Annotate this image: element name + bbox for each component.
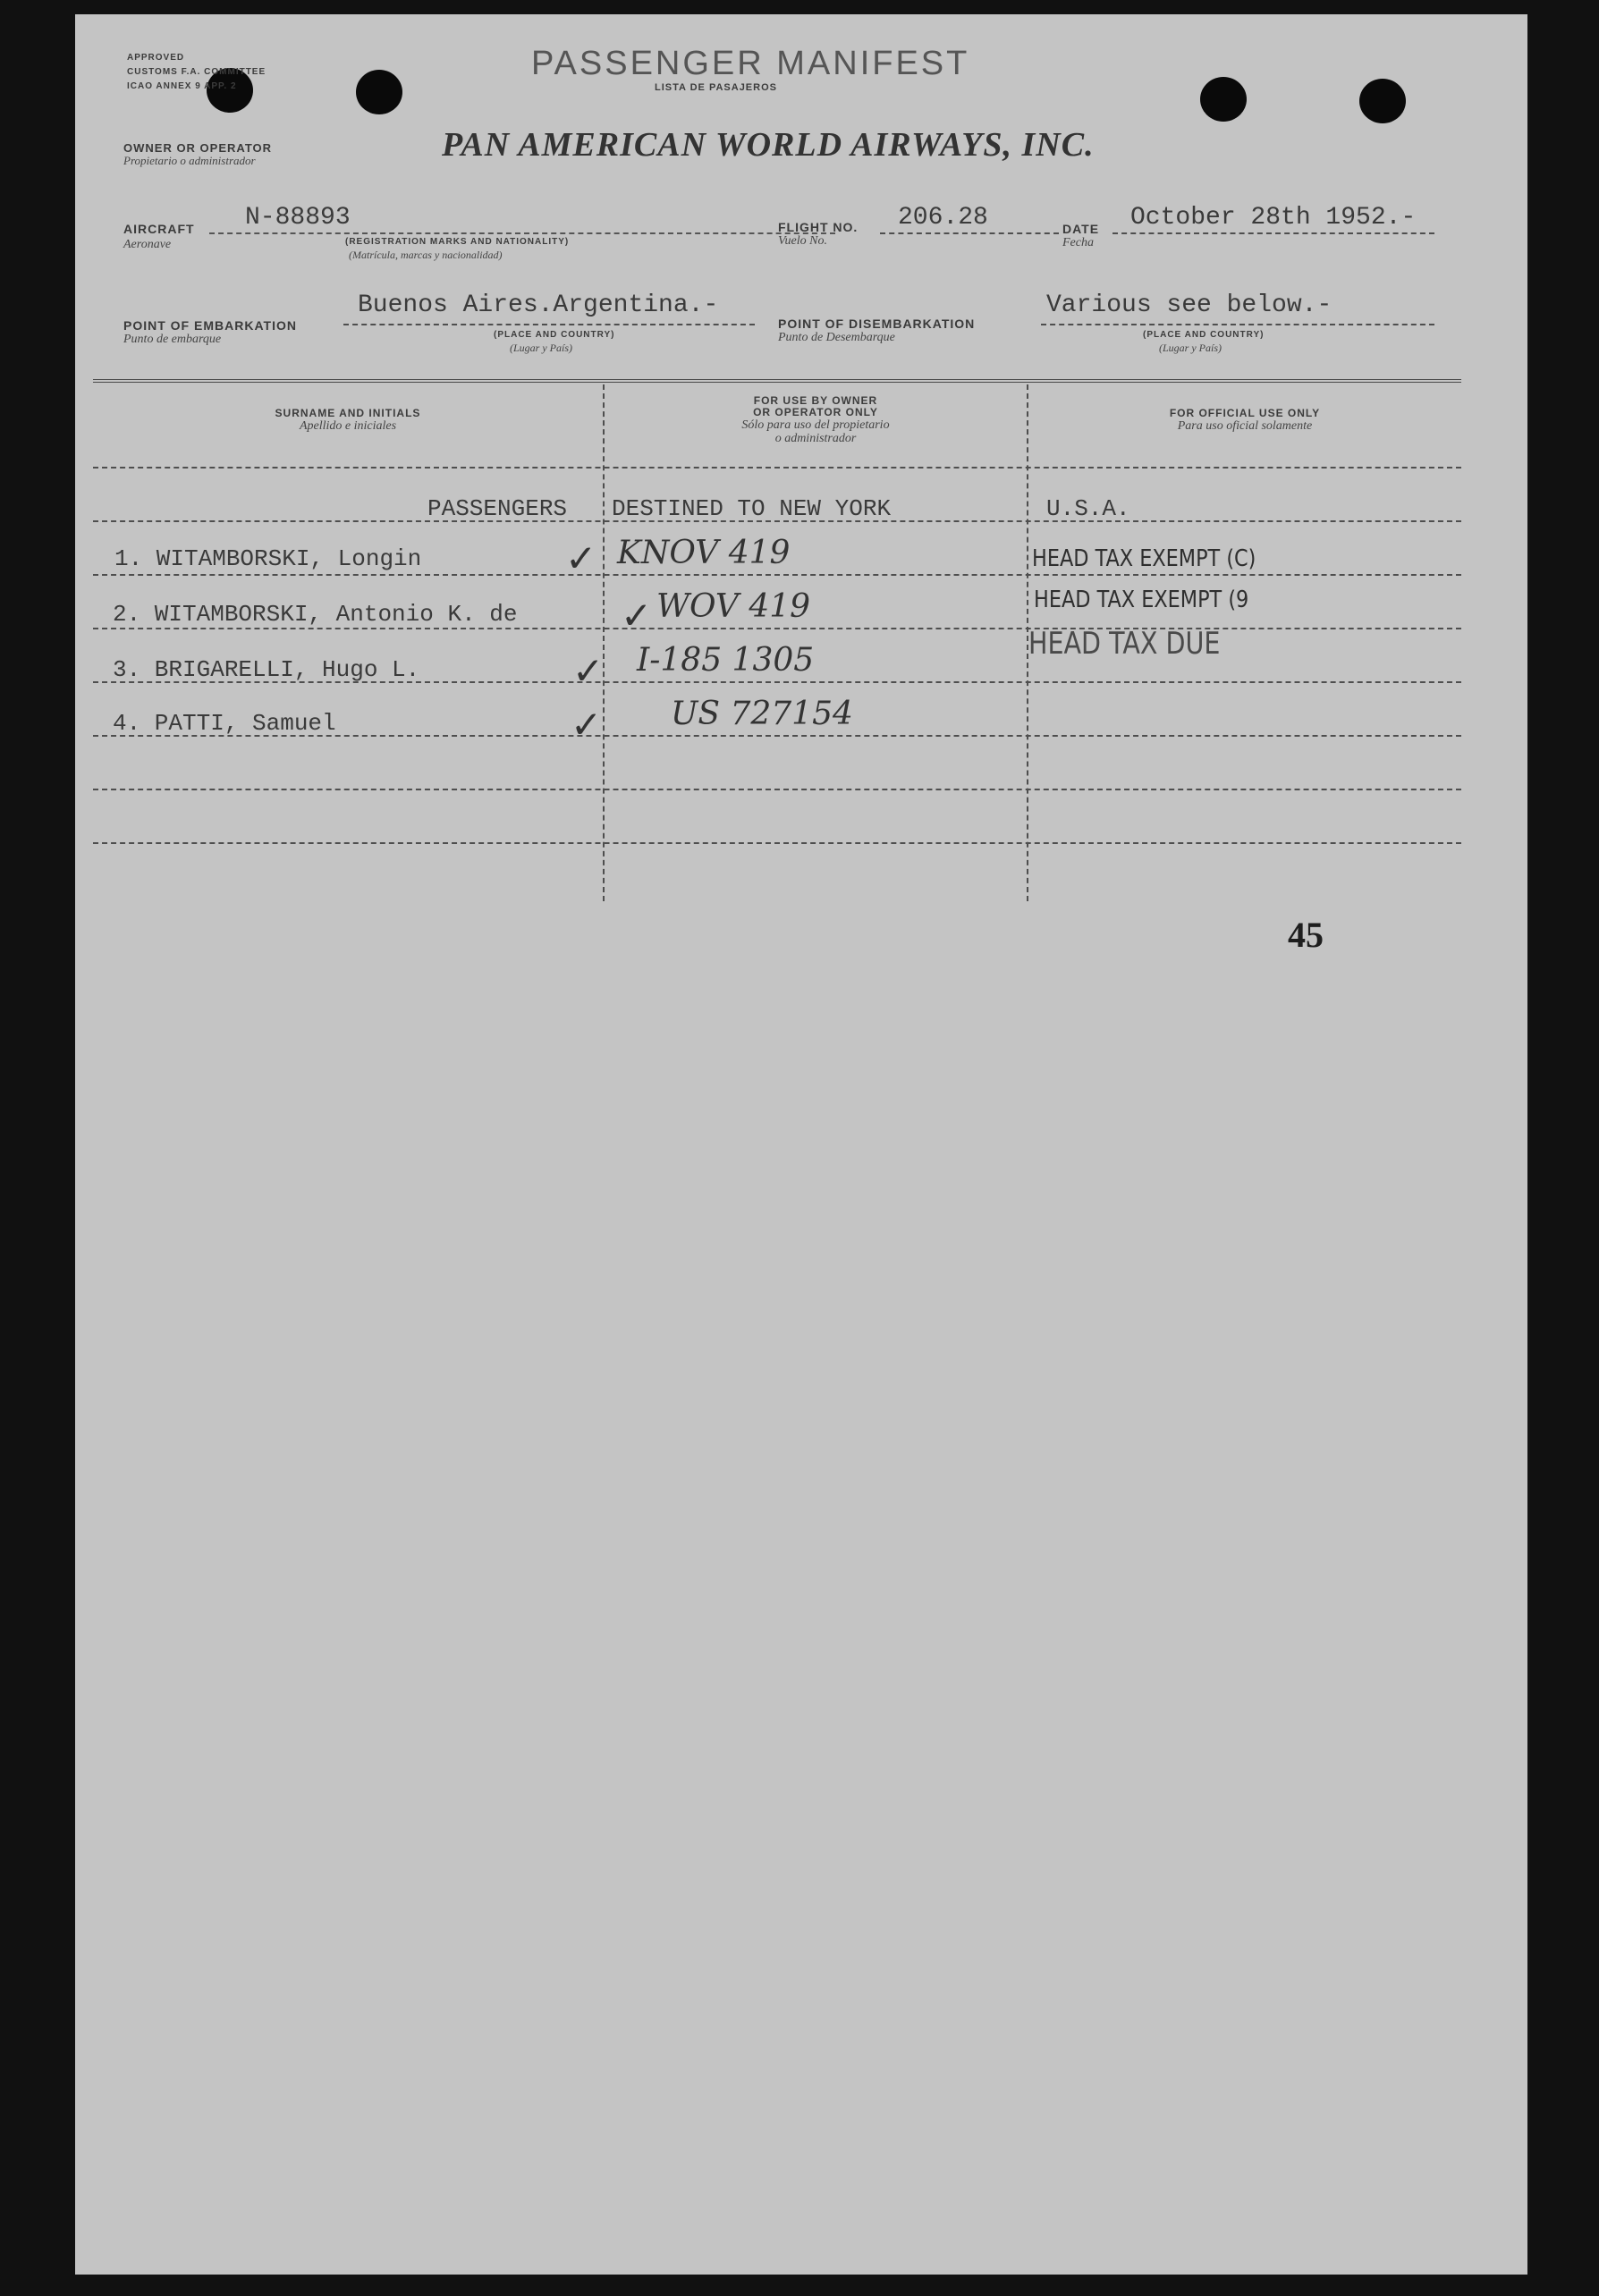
row-rule	[93, 628, 1461, 629]
place-country-note-es: (Lugar y País)	[510, 342, 572, 354]
row-rule	[93, 789, 1461, 790]
col-header-surname	[93, 408, 603, 433]
flight-no-label-es: Vuelo No.	[778, 234, 827, 248]
punch-hole	[1200, 77, 1247, 122]
table-top-rule	[93, 379, 1461, 383]
embarkation-label-es: Punto de embarque	[123, 333, 222, 346]
place-country-note: (PLACE AND COUNTRY)	[494, 330, 615, 340]
date-value: October 28th 1952.-	[1130, 204, 1417, 232]
passenger-name: 4. PATTI, Samuel	[113, 710, 336, 737]
page-number: 45	[1288, 915, 1324, 955]
flight-no-underline	[880, 232, 1059, 234]
column-divider	[603, 384, 605, 901]
passenger-name: 1. WITAMBORSKI, Longin	[114, 545, 422, 572]
check-mark-icon: ✓	[621, 594, 653, 637]
date-label: DATE	[1062, 222, 1100, 236]
approval-line: ICAO ANNEX 9 APP. 2	[127, 81, 237, 91]
registration-note: (REGISTRATION MARKS AND NATIONALITY)	[345, 237, 570, 247]
section-country: U.S.A.	[1046, 495, 1130, 522]
registration-note-es: (Matrícula, marcas y nacionalidad)	[349, 249, 503, 261]
row-rule	[93, 467, 1461, 468]
col-header-label-es: Apellido e iniciales	[299, 419, 397, 433]
embarkation-underline	[343, 324, 755, 325]
disembarkation-underline	[1041, 324, 1434, 325]
col-header-label: OR OPERATOR ONLY	[753, 406, 878, 418]
official-stamp: HEAD TAX EXEMPT (9	[1034, 587, 1249, 613]
section-passengers: PASSENGERS	[427, 495, 568, 522]
col-header-label: SURNAME AND INITIALS	[275, 407, 421, 419]
flight-no-value: 206.28	[898, 204, 988, 232]
place-country-note: (PLACE AND COUNTRY)	[1143, 330, 1265, 340]
owner-label-es: Propietario o administrador	[123, 154, 256, 167]
aircraft-underline	[209, 232, 835, 234]
disembarkation-value: Various see below.-	[1046, 291, 1332, 319]
official-stamp: HEAD TAX DUE	[1028, 626, 1221, 662]
embarkation-value: Buenos Aires.Argentina.-	[358, 291, 719, 319]
col-header-label: FOR USE BY OWNER	[753, 394, 878, 407]
aircraft-label-es: Aeronave	[123, 238, 172, 251]
manifest-page	[75, 14, 1527, 2275]
disembarkation-label-es: Punto de Desembarque	[778, 331, 895, 344]
passenger-name: 2. WITAMBORSKI, Antonio K. de	[113, 601, 518, 628]
col-header-official	[1028, 408, 1461, 433]
passenger-name: 3. BRIGARELLI, Hugo L.	[113, 656, 420, 683]
owner-use-entry: WOV 419	[656, 588, 811, 625]
place-country-note-es: (Lugar y País)	[1159, 342, 1222, 354]
page-title: PASSENGER MANIFEST	[531, 45, 970, 82]
operator-name: PAN AMERICAN WORLD AIRWAYS, INC.	[442, 126, 1095, 164]
col-header-owner-use	[605, 395, 1027, 445]
owner-use-entry: KNOV 419	[617, 535, 791, 571]
col-header-label-es: Sólo para uso del propietario	[741, 418, 890, 432]
row-rule	[93, 574, 1461, 576]
col-header-label-es: Para uso oficial solamente	[1177, 419, 1313, 433]
approval-line: CUSTOMS F.A. COMMITTEE	[127, 67, 266, 77]
col-header-label-es: o administrador	[774, 432, 857, 445]
punch-hole	[356, 70, 402, 114]
embarkation-label: POINT OF EMBARKATION	[123, 318, 297, 333]
check-mark-icon: ✓	[565, 536, 597, 580]
check-mark-icon: ✓	[571, 703, 603, 747]
official-stamp: HEAD TAX EXEMPT (C)	[1032, 545, 1256, 572]
check-mark-icon: ✓	[572, 649, 605, 693]
aircraft-value: N-88893	[245, 204, 351, 232]
owner-label: OWNER OR OPERATOR	[123, 141, 273, 155]
disembarkation-label: POINT OF DISEMBARKATION	[778, 317, 976, 331]
col-header-label: FOR OFFICIAL USE ONLY	[1169, 407, 1321, 419]
punch-hole	[1359, 79, 1406, 123]
date-underline	[1113, 232, 1434, 234]
row-rule	[93, 842, 1461, 844]
date-label-es: Fecha	[1062, 236, 1094, 249]
aircraft-label: AIRCRAFT	[123, 222, 195, 236]
approval-line: APPROVED	[127, 53, 185, 63]
owner-use-entry: I-185 1305	[637, 642, 815, 679]
owner-use-entry: US 727154	[671, 696, 853, 732]
page-subtitle: LISTA DE PASAJEROS	[655, 82, 777, 93]
flight-no-label: FLIGHT NO.	[778, 220, 859, 234]
section-destination: DESTINED TO NEW YORK	[612, 495, 892, 522]
